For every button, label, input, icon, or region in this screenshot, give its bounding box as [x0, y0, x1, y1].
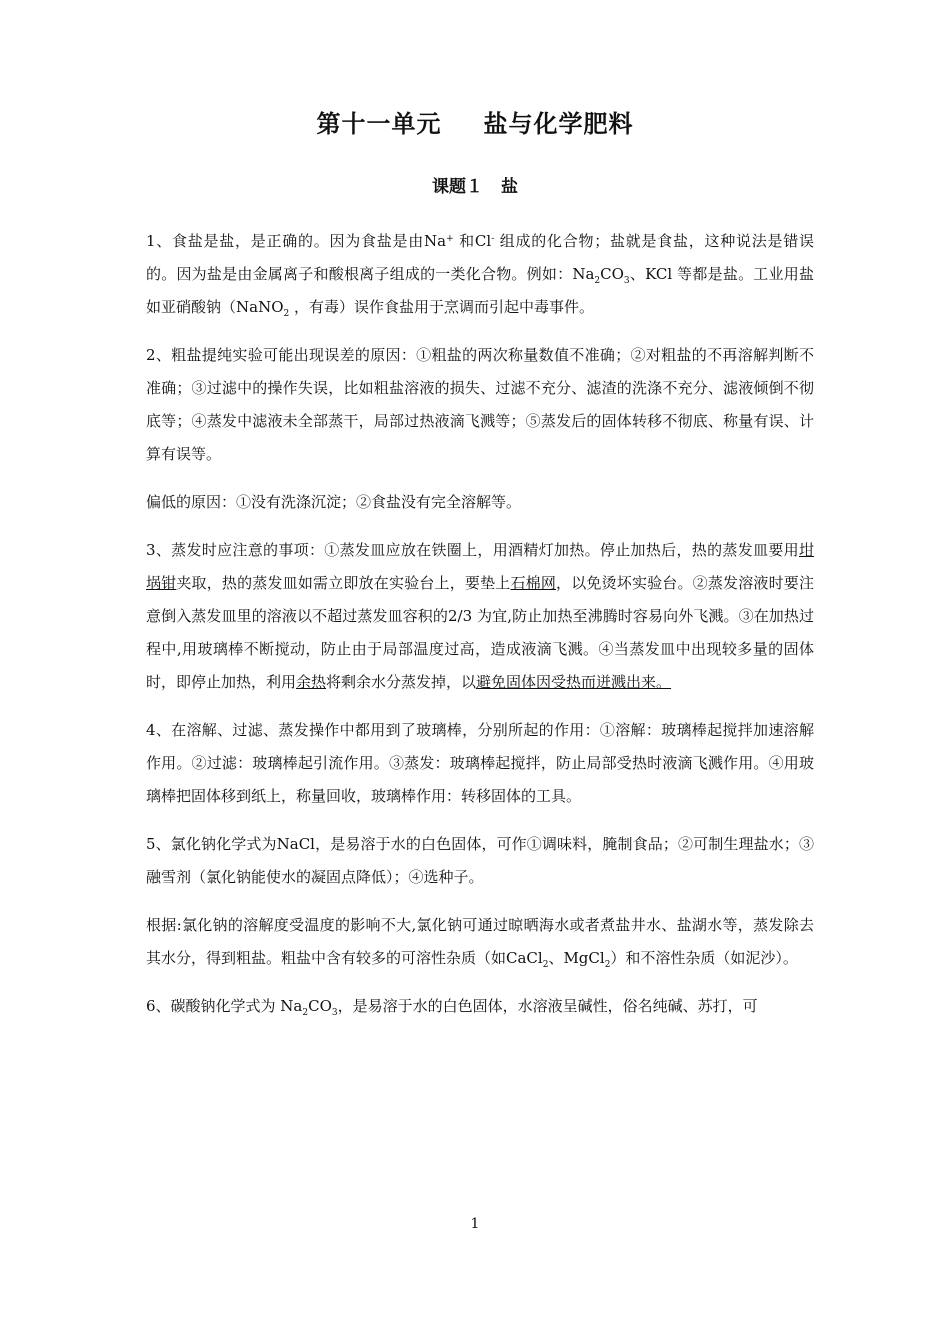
title-unit: 第十一单元 — [316, 110, 442, 138]
superscript: - — [491, 234, 495, 244]
superscript: + — [446, 234, 454, 244]
subscript: 2 — [542, 960, 549, 970]
text-run: 3、蒸发时应注意的事项：①蒸发皿应放在铁圈上，用酒精灯加热。停止加热后，热的蒸发皿要用 — [146, 541, 799, 559]
page-number: 1 — [470, 1216, 480, 1232]
subscript: 2 — [604, 960, 611, 970]
paragraph-7 — [146, 909, 814, 975]
underlined-term: 坩埚钳 — [146, 541, 814, 592]
text-run: CO — [308, 997, 332, 1015]
subscript: 3 — [331, 1008, 338, 1018]
subscript: 2 — [594, 276, 601, 286]
subscript: 2 — [302, 1008, 309, 1018]
paragraph-3: 偏低的原因：①没有洗涤沉淀；②食盐没有完全溶解等。 — [146, 493, 522, 511]
document-body — [146, 225, 814, 1038]
subtitle-lesson: 课题１ — [432, 177, 483, 197]
subscript: 3 — [623, 276, 630, 286]
page-title — [0, 104, 950, 139]
text-run: 、MgCl — [548, 949, 605, 967]
paragraph-6: 5、氯化钠化学式为NaCl，是易溶于水的白色固体，可作①调味料，腌制食品；②可制生理盐水；③融雪剂（氯化钠能使水的凝固点降低）；④选种子。 — [146, 835, 814, 886]
text-run: 、KCl 等都是盐。工业用盐如亚硝酸钠（NaNO — [146, 265, 814, 316]
subscript: 2 — [283, 309, 290, 319]
subtitle-topic: 盐 — [501, 177, 518, 197]
text-run: 1、食盐是盐，是正确的。因为食盐是由Na — [146, 232, 447, 250]
paragraph-5: 4、在溶解、过滤、蒸发操作中都用到了玻璃棒，分别所起的作用：①溶解：玻璃棒起搅拌加速溶解作用。②过滤：玻璃棒起引流作用。③蒸发：玻璃棒起搅拌，防止局部受热时液滴飞溅作用。④用玻璃棒把固体移到纸上，称量回收，玻璃棒作用：转移固体的工具。 — [146, 721, 814, 805]
paragraph-2: 2、粗盐提纯实验可能出现误差的原因：①粗盐的两次称量数值不准确；②对粗盐的不再溶解判断不准确；③过滤中的操作失误，比如粗盐溶液的损失、过滤不充分、滤渣的洗涤不充分、滤液倾倒不彻底等；④蒸发中滤液未全部蒸干，局部过热液滴飞溅等；⑤蒸发后的固体转移不彻底、称量有误、计算有误等。 — [146, 346, 814, 463]
text-run: ，有毒）误作食盐用于烹调而引起中毒事件。 — [289, 298, 595, 316]
paragraph-8 — [146, 990, 814, 1023]
page-subtitle — [0, 172, 950, 197]
text-run: ，是易溶于水的白色固体，水溶液呈碱性，俗名纯碱、苏打，可 — [337, 997, 758, 1015]
underlined-term: 余热 — [296, 673, 327, 691]
underlined-term: 石棉网 — [510, 574, 557, 592]
text-run: 根据:氯化钠的溶解度受温度的影响不大,氯化钠可通过晾晒海水或者煮盐井水、盐湖水等，蒸发除去其水分，得到粗盐。粗盐中含有较多的可溶性杂质（如CaCl — [146, 916, 814, 967]
paragraph-4 — [146, 534, 814, 699]
text-run: ，以免烫坏实验台。②蒸发溶液时要注意倒入蒸发皿里的溶液以不超过蒸发皿容积的2/3 为宜,防止加热至沸腾时容易向外飞溅。③在加热过程中,用玻璃棒不断搅动，防止由于局部温度过高，造成液滴飞溅。④当蒸发皿中出现较多量的固体时，即停止加热，利用 — [146, 574, 814, 691]
text-run: ）和不溶性杂质（如泥沙）。 — [610, 949, 798, 967]
paragraph-1 — [146, 225, 814, 324]
text-run: 和Cl — [453, 232, 492, 250]
title-topic: 盐与化学肥料 — [483, 110, 634, 138]
text-run: CO — [600, 265, 624, 283]
text-run: 6、碳酸钠化学式为 Na — [146, 997, 303, 1015]
text-run: 将剩余水分蒸发掉，以 — [326, 673, 477, 691]
text-run: 组成的化合物；盐就是食盐，这种说法是错误的。因为盐是由金属离子和酸根离子组成的一类化合物。例如：Na — [146, 232, 814, 283]
text-run: 夹取，热的蒸发皿如需立即放在实验台上，要垫上 — [176, 574, 511, 592]
underlined-term: 避免固体因受热而迸溅出来。 — [476, 673, 672, 691]
